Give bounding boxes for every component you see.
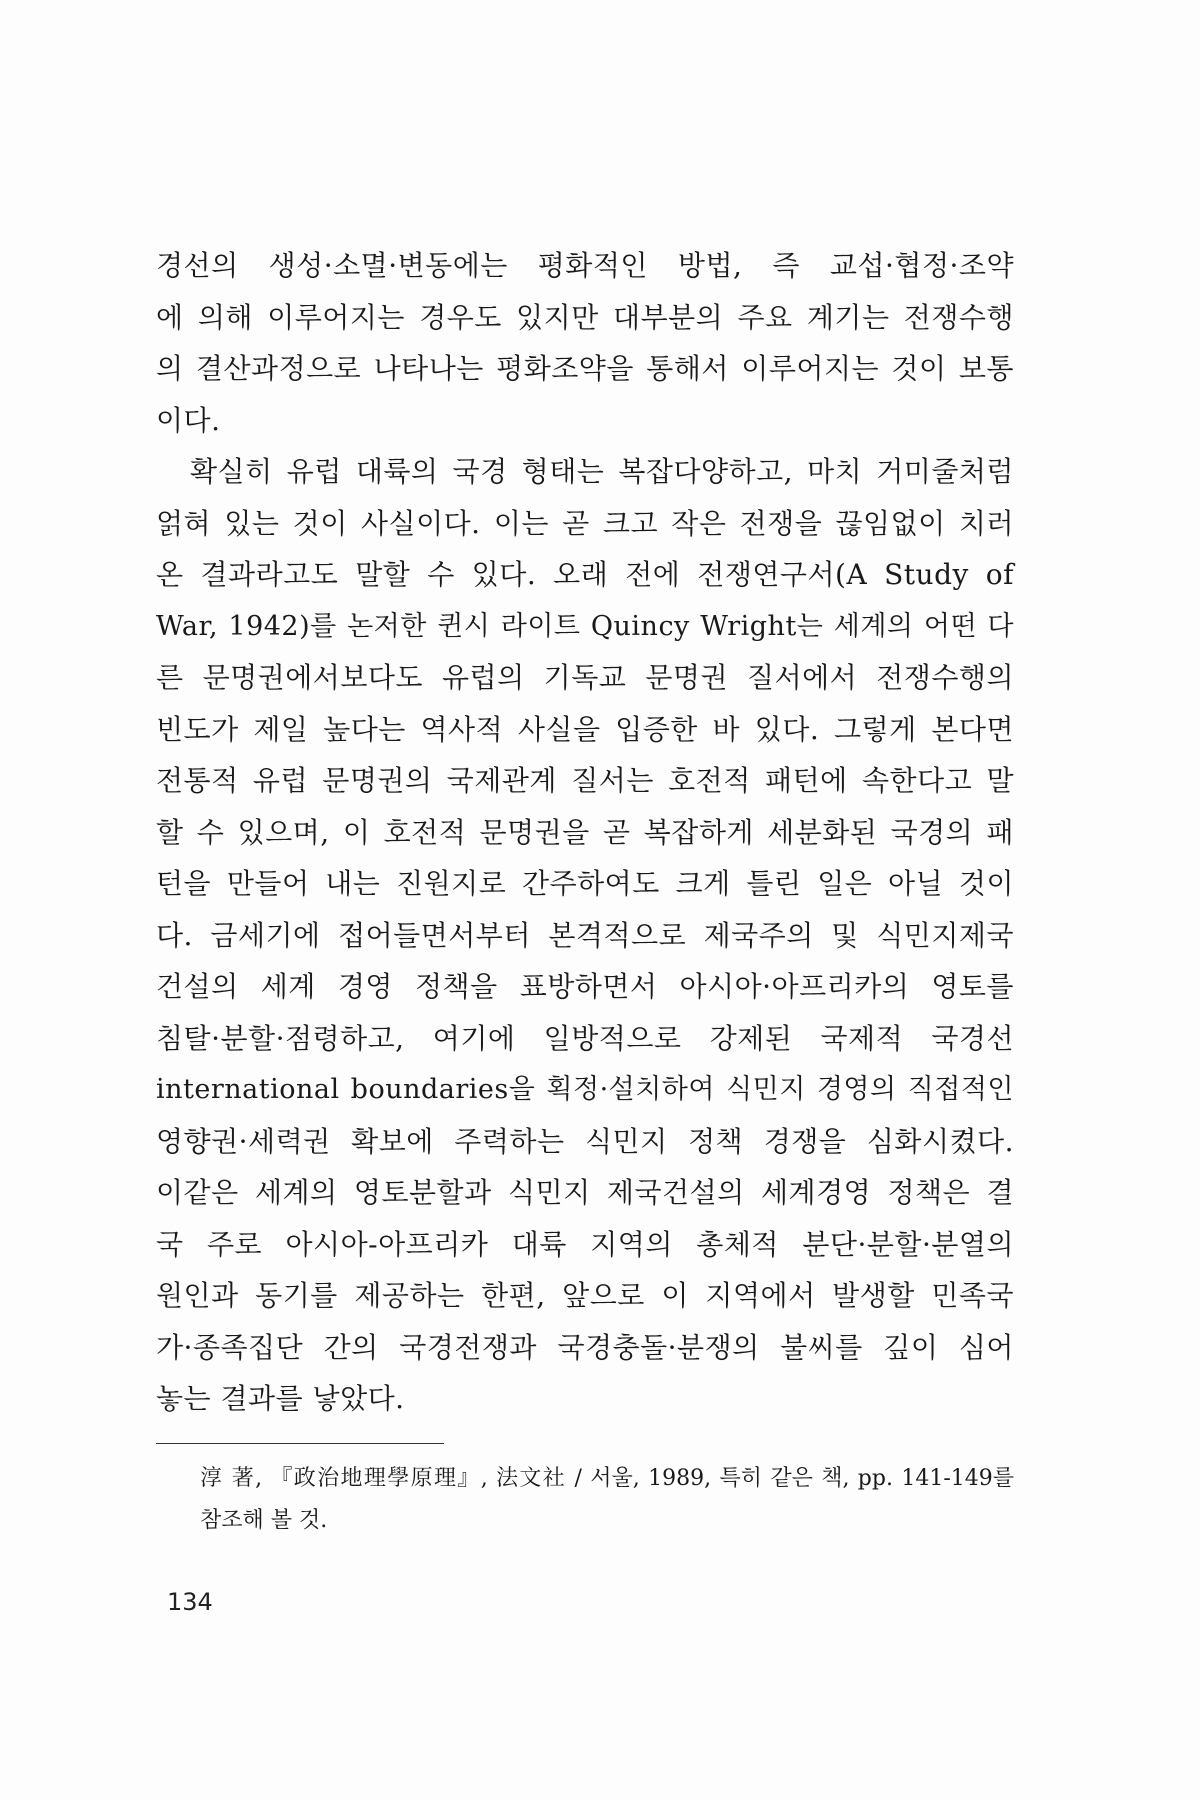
page-number: 134 xyxy=(167,1588,213,1616)
footnote-line: 淳 著, 『政治地理學原理』, 法文社 / 서울, 1989, 특히 같은 책, pp. 141-149를 xyxy=(200,1466,1014,1491)
footnote xyxy=(200,1458,1014,1542)
body-line: 침탈·분할·점령하고, 여기에 일방적으로 강제된 국제적 국경선 xyxy=(156,1021,1014,1055)
body-line: 영향권·세력권 확보에 주력하는 식민지 정책 경쟁을 심화시켰다. xyxy=(156,1124,1014,1158)
body-line: 에 의해 이루어지는 경우도 있지만 대부분의 주요 계기는 전쟁수행 xyxy=(156,300,1014,334)
body-line: 경선의 생성·소멸·변동에는 평화적인 방법, 즉 교섭·협정·조약 xyxy=(156,249,1014,282)
body-line: 턴을 만들어 내는 진원지로 간주하여도 크게 틀린 일은 아닐 것이 xyxy=(156,867,1014,900)
body-line: 할 수 있으며, 이 호전적 문명권을 곧 복잡하게 세분화된 국경의 패 xyxy=(156,815,1014,849)
footnote-line: 참조해 볼 것. xyxy=(200,1508,328,1533)
body-text xyxy=(156,240,1014,1425)
body-line: 가·종족집단 간의 국경전쟁과 국경충돌·분쟁의 불씨를 깊이 심어 xyxy=(156,1330,1014,1364)
body-line: War, 1942)를 논저한 퀸시 라이트 Quincy Wright는 세계의 어떤 다 xyxy=(156,610,1014,642)
body-line: 이같은 세계의 영토분할과 식민지 제국건설의 세계경영 정책은 결 xyxy=(156,1176,1014,1209)
body-line: 다. 금세기에 접어들면서부터 본격적으로 제국주의 및 식민지제국 xyxy=(156,918,1014,952)
body-line: 원인과 동기를 제공하는 한편, 앞으로 이 지역에서 발생할 민족국 xyxy=(156,1279,1014,1312)
body-line: 빈도가 제일 높다는 역사적 사실을 입증한 바 있다. 그렇게 본다면 xyxy=(156,712,1014,746)
body-line: 의 결산과정으로 나타나는 평화조약을 통해서 이루어지는 것이 보통 xyxy=(156,352,1014,385)
body-line: 놓는 결과를 낳았다. xyxy=(156,1382,405,1415)
body-line: 이다. xyxy=(156,403,221,437)
body-line: 온 결과라고도 말할 수 있다. 오래 전에 전쟁연구서(A Study of xyxy=(156,558,1014,591)
footnote-divider xyxy=(156,1443,444,1444)
body-line: international boundaries을 획정·설치하여 식민지 경영의 직접적인 xyxy=(156,1074,1014,1105)
body-line: 얽혀 있는 것이 사실이다. 이는 곧 크고 작은 전쟁을 끊임없이 치러 xyxy=(156,506,1014,540)
body-line: 건설의 세계 경영 정책을 표방하면서 아시아·아프리카의 영토를 xyxy=(156,970,1014,1003)
body-line: 확실히 유럽 대륙의 국경 형태는 복잡다양하고, 마치 거미줄처럼 xyxy=(190,455,1014,488)
body-line: 른 문명권에서보다도 유럽의 기독교 문명권 질서에서 전쟁수행의 xyxy=(156,661,1014,694)
body-line: 전통적 유럽 문명권의 국제관계 질서는 호전적 패턴에 속한다고 말 xyxy=(156,764,1014,797)
body-line: 국 주로 아시아-아프리카 대륙 지역의 총체적 분단·분할·분열의 xyxy=(156,1227,1014,1261)
